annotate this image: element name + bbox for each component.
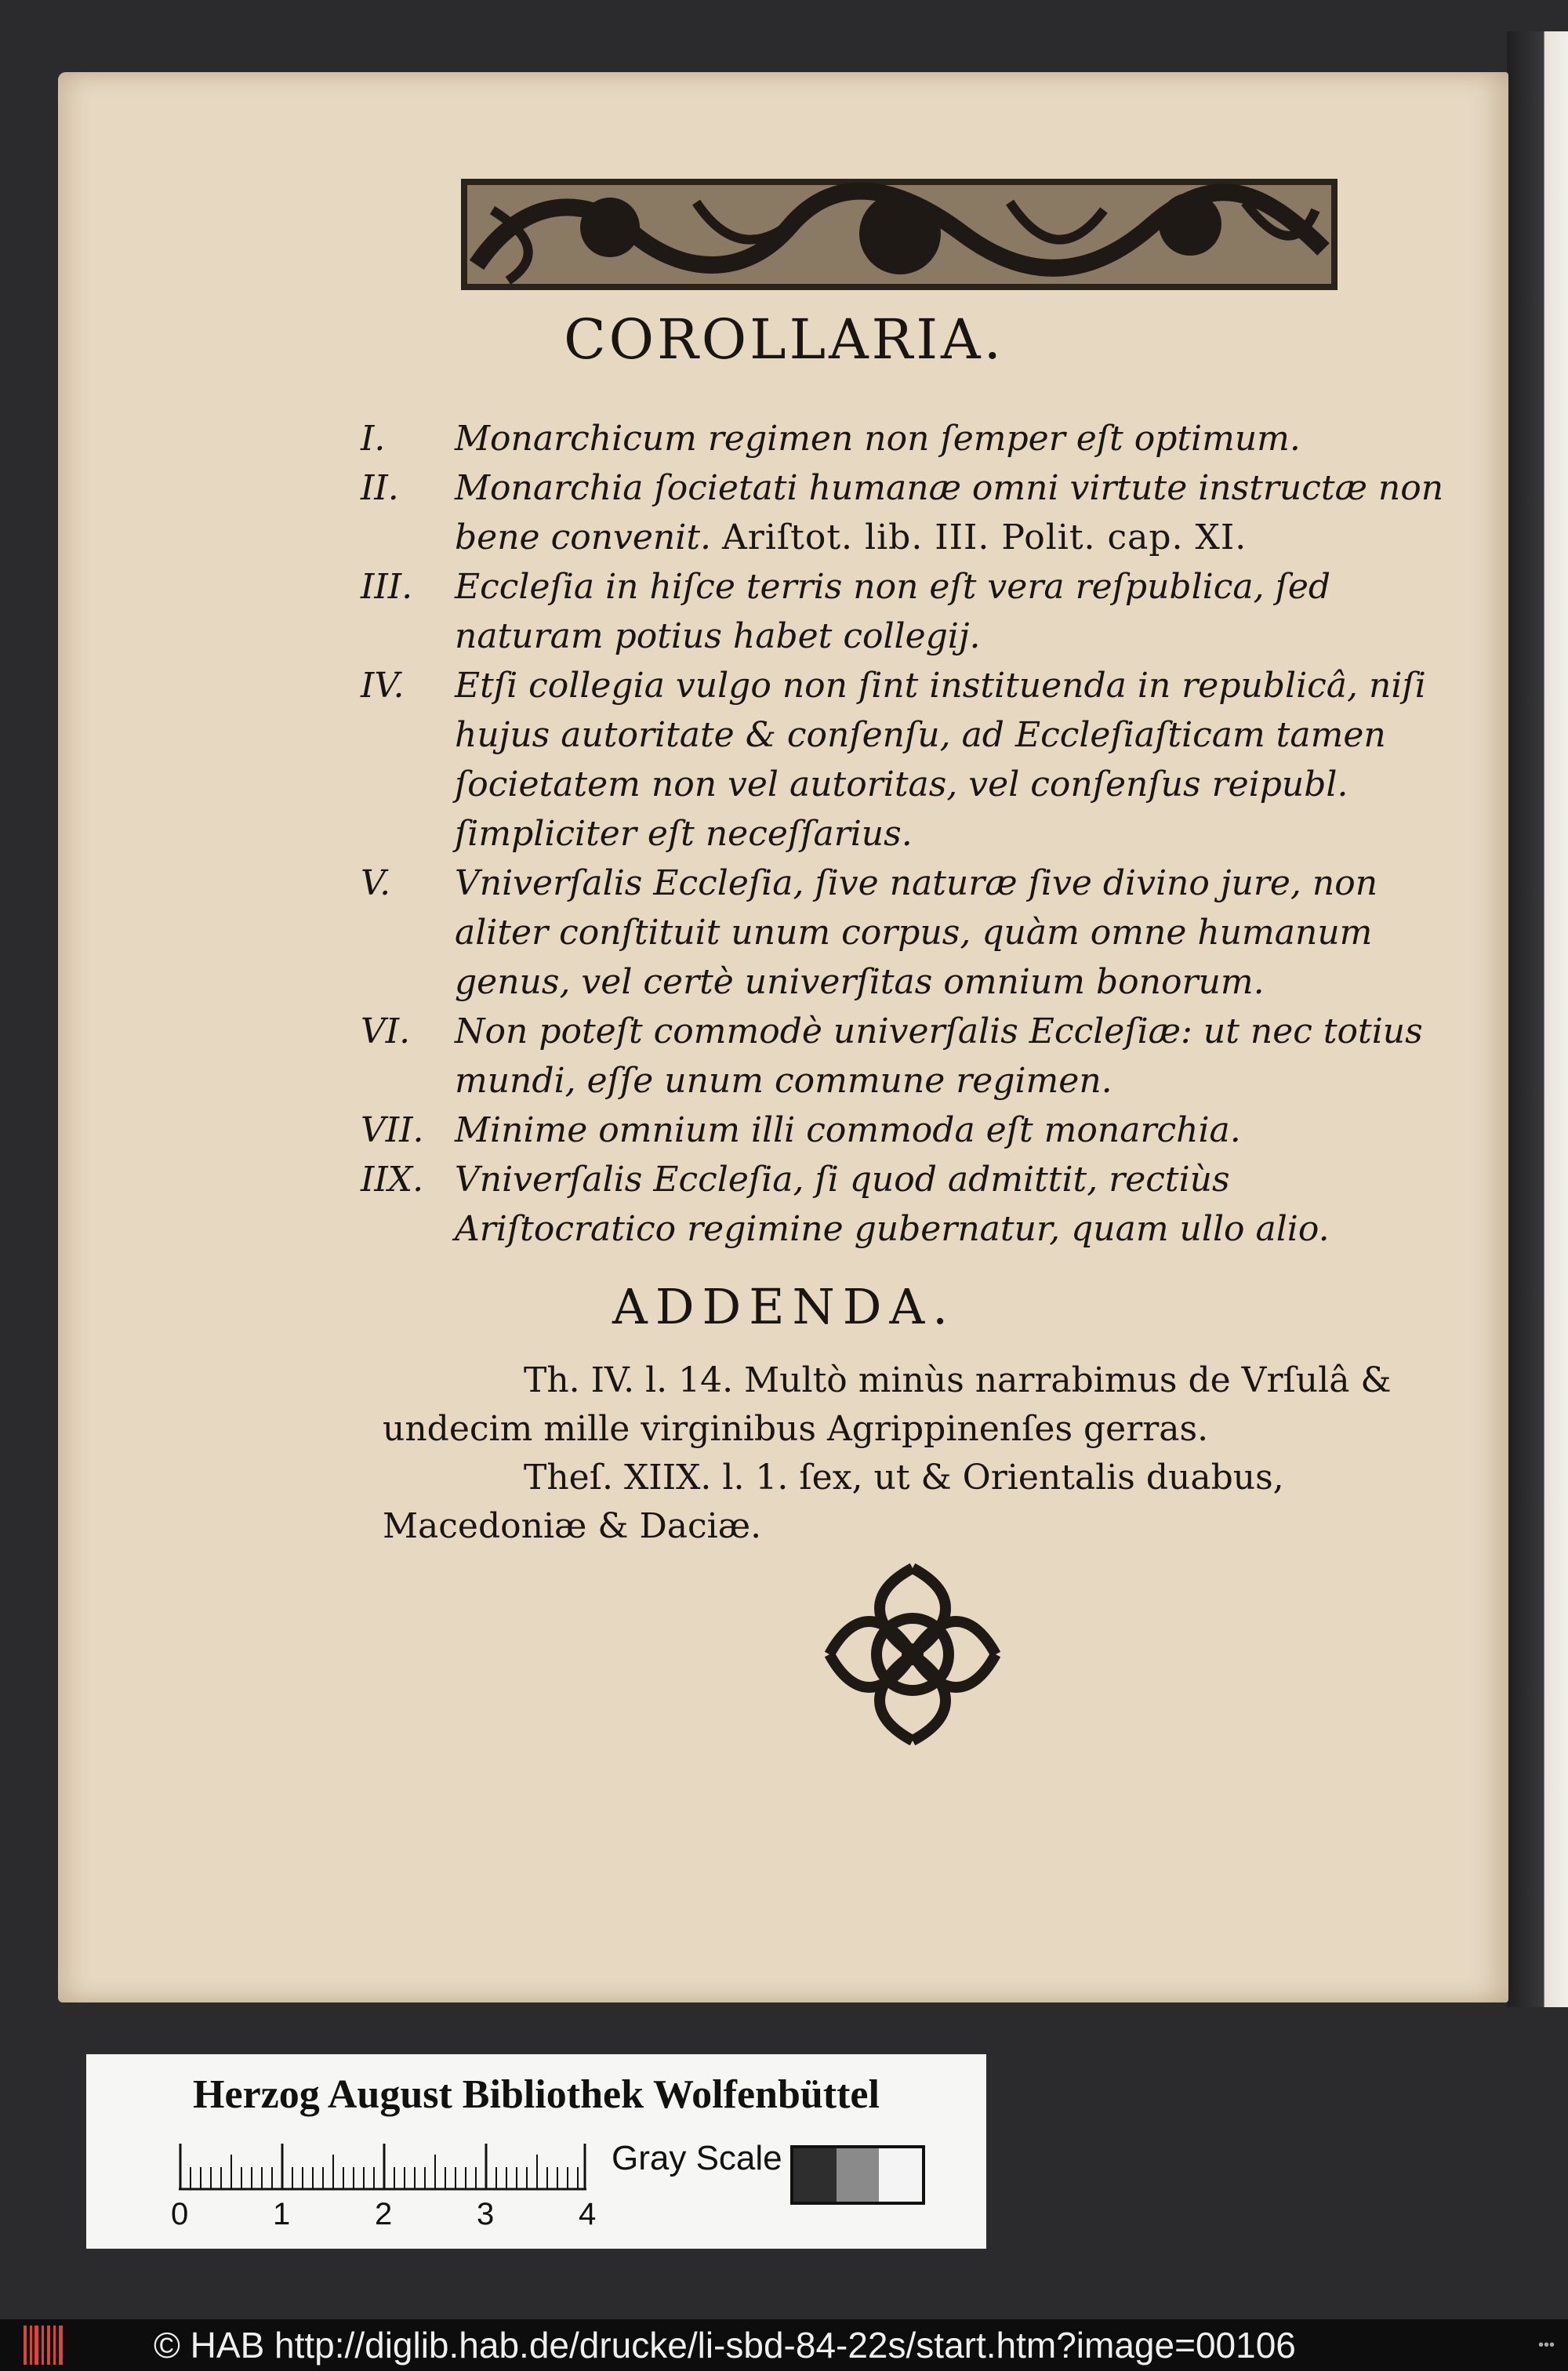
addenda-paragraph: Th. IV. l. 14. Multò minùs narrabimus de Vrſulâ & undecim mille virginibus Agrippinenſes gerras. bbox=[383, 1360, 1392, 1449]
more-dots-icon: ••• bbox=[1538, 2337, 1555, 2354]
corollaria-list bbox=[361, 414, 1458, 1254]
swatch-light bbox=[879, 2148, 922, 2202]
item-text: Eccleſia in hiſce terris non eſt vera reſpublica, ſed naturam potius habet collegij. bbox=[455, 567, 1331, 656]
copyright-url: © HAB http://diglib.hab.de/drucke/li-sbd-84-22s/start.htm?image=00106 bbox=[154, 2325, 1296, 2366]
item-text-main: Monarchia ſocietati humanæ omni virtute instructæ non bene convenit. bbox=[455, 468, 1444, 557]
item-text: Minime omnium illi commoda eſt monarchia. bbox=[455, 1110, 1241, 1150]
swatch-dark bbox=[793, 2148, 837, 2202]
hab-color-card bbox=[86, 2054, 986, 2249]
list-item bbox=[361, 1106, 1458, 1155]
addenda-paragraph: Theſ. XIIX. l. 1. ſex, ut & Orientalis duabus, Macedoniæ & Daciæ. bbox=[383, 1458, 1284, 1546]
heading-corollaria: COROLLARIA. bbox=[564, 307, 1004, 372]
heading-addenda: ADDENDA. bbox=[612, 1278, 956, 1335]
barcode-icon bbox=[24, 2326, 66, 2365]
item-number: II. bbox=[361, 468, 399, 508]
item-text: Vniverſalis Eccleſia, ſi quod admittit, rectiùs Ariſtocratico regimine gubernatur, quam ullo alio. bbox=[455, 1160, 1330, 1249]
item-text: Monarchicum regimen non ſemper eſt optimum. bbox=[455, 419, 1301, 459]
list-item bbox=[361, 562, 1458, 661]
ruler-numbers bbox=[171, 2197, 681, 2232]
fleuron-ornament-icon bbox=[822, 1560, 1004, 1748]
gray-scale-swatches bbox=[790, 2145, 925, 2205]
ruler-scale bbox=[179, 2144, 681, 2191]
item-number: IIX. bbox=[361, 1160, 424, 1200]
item-number: I. bbox=[361, 419, 386, 459]
item-number: VI. bbox=[361, 1011, 411, 1051]
swatch-mid bbox=[837, 2148, 880, 2202]
list-item bbox=[361, 463, 1458, 562]
list-item bbox=[361, 661, 1458, 859]
addenda-text bbox=[383, 1356, 1457, 1551]
item-text: Vniverſalis Eccleſia, ſive naturæ ſive divino jure, non aliter conſtituit unum corpus, quàm omne humanum genus, vel certè univerſitas omnium bonorum. bbox=[455, 863, 1378, 1002]
item-text bbox=[455, 463, 1458, 562]
ruler-number: 2 bbox=[375, 2197, 393, 2231]
gray-scale-label: Gray Scale bbox=[612, 2139, 782, 2177]
item-number: IV. bbox=[361, 666, 405, 706]
ruler-number: 1 bbox=[273, 2197, 291, 2231]
item-text: Etſi collegia vulgo non ſint instituenda in republicâ, niſi hujus autoritate & conſenſu, ad Eccleſiaſticam tamen ſocietatem non vel autoritas, vel conſenſus reipubl. ſimpliciter eſt neceſſarius. bbox=[455, 666, 1426, 854]
ruler-number: 4 bbox=[579, 2197, 597, 2231]
ornamental-headpiece bbox=[461, 179, 1338, 290]
list-item bbox=[361, 1155, 1458, 1254]
list-item bbox=[361, 1007, 1458, 1106]
footer-bar bbox=[0, 2319, 1568, 2371]
ruler-number: 3 bbox=[477, 2197, 495, 2231]
item-text: Non poteſt commodè univerſalis Eccleſiæ: ut nec totius mundi, eſſe unum commune regimen. bbox=[455, 1011, 1423, 1101]
ruler-number: 0 bbox=[171, 2197, 189, 2231]
library-name: Herzog August Bibliothek Wolfenbüttel bbox=[193, 2072, 880, 2117]
list-item bbox=[361, 414, 1458, 463]
item-number: III. bbox=[361, 567, 413, 607]
list-item bbox=[361, 859, 1458, 1007]
item-number: V. bbox=[361, 863, 391, 903]
item-citation: Ariſtot. lib. III. Polit. cap. XI. bbox=[722, 517, 1247, 557]
item-number: VII. bbox=[361, 1110, 424, 1150]
